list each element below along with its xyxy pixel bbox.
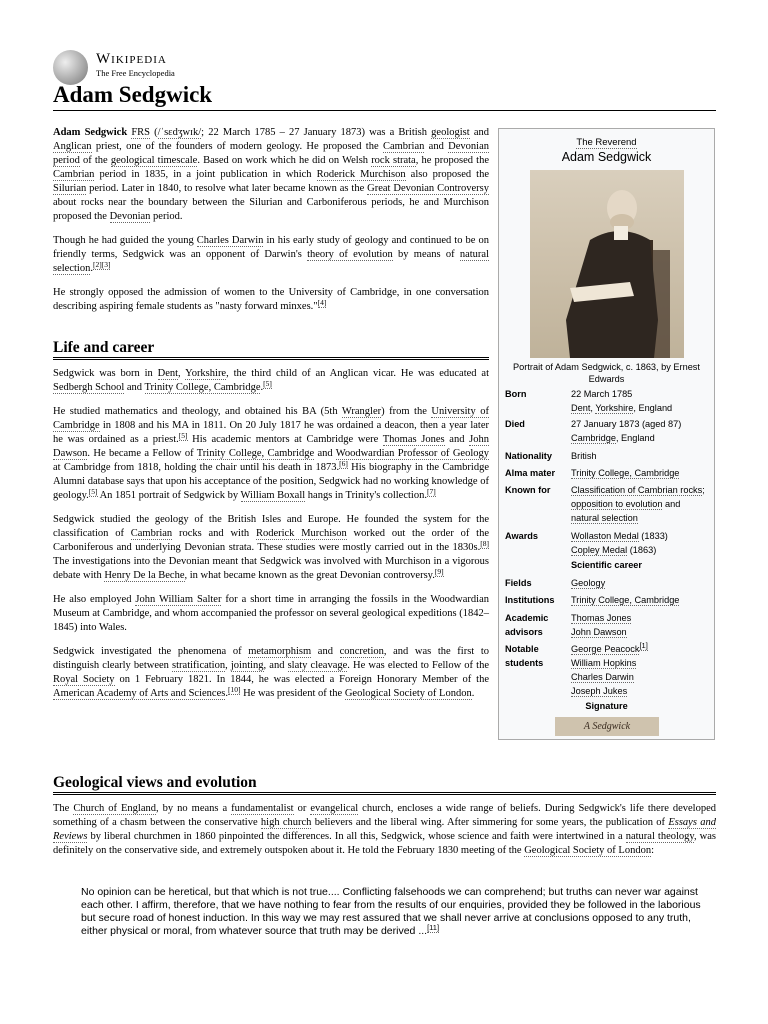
link-evangelical[interactable]: evangelical [310,803,359,814]
link-john-dawson[interactable]: John Dawson [571,627,627,637]
infobox-label: Academic advisors [505,613,549,637]
link-george-peacock[interactable]: George Peacock [571,644,640,654]
infobox [498,128,715,740]
link-geological-timescale[interactable]: geological timescale [110,155,198,166]
link-trinity-college[interactable]: Trinity College, Cambridge [196,448,315,459]
link-metamorphism[interactable]: metamorphism [248,646,312,657]
link-cambridge[interactable]: Cambridge [571,433,616,443]
text: in 1808 and his MA in 1811. On 20 July 1817 he was ordained a deacon, then a year later he was ordained as a priest. [53,420,489,445]
link-geologist[interactable]: geologist [431,127,470,138]
text: ; [702,485,705,495]
text: Sedgwick was born in [53,368,158,379]
text: (1833) [638,531,668,541]
wikipedia-wordmark[interactable]: Wikipedia [96,51,167,67]
link-dent[interactable]: Dent [157,368,179,379]
text: of the [79,155,111,166]
link-roderick-murchison[interactable]: Roderick Murchison [255,528,347,539]
infobox-value [571,611,708,639]
link-cambrian[interactable]: Cambrian [382,141,425,152]
link-opposition-to-evolution[interactable]: opposition to evolution [571,499,663,509]
text: , [225,660,231,671]
text: for a short time in arranging the fossils in the Woodwardian Museum at Cambridge, and whom accompanied the professor on several geological expeditions (1842–1845) into Wales. [53,594,490,633]
text: and [314,448,336,459]
link-essays-and-reviews[interactable]: Essays and Reviews [53,817,716,842]
link-natural-selection[interactable]: natural selection [53,249,489,274]
text: rocks and with [172,528,256,539]
text: hangs in Trinity's collection. [305,490,427,501]
text: worked out the order of the Carboniferous and underlying Devonian strata. These studies were mostly carried out in the 1830s. [53,528,489,553]
text: , he proposed the [415,155,489,166]
link-trinity-college[interactable]: Trinity College, Cambridge [571,468,680,478]
link-silurian[interactable]: Silurian [53,183,87,194]
infobox-label: Fields [505,578,532,588]
link-henry-de-la-beche[interactable]: Henry De la Beche [104,570,185,581]
link-charles-darwin[interactable]: Charles Darwin [571,672,634,682]
text: . [225,688,228,699]
citation-ref[interactable]: [2][3] [92,259,111,269]
link-frs[interactable]: FRS [131,127,151,138]
text: 27 January 1873 (aged 87) [571,419,682,429]
link-anglican[interactable]: Anglican [53,141,92,152]
link-charles-darwin[interactable]: Charles Darwin [196,235,264,246]
link-royal-society[interactable]: Royal Society [53,674,115,685]
citation-ref[interactable]: [7] [426,486,436,496]
link-natural-theology[interactable]: natural theology [625,831,694,842]
citation-ref[interactable]: [5] [88,486,98,496]
signature-scribble: A Sedgwick [583,721,631,732]
link-church-of-england[interactable]: Church of England [73,803,157,814]
infobox-label: Born [505,389,527,399]
text: He strongly opposed the admission of women to the University of Cambridge, in one conversation describing aspiring female students as "nasty forward minxes." [53,287,489,312]
link-high-church[interactable]: high church [260,817,312,828]
subject-name: Adam Sedgwick [53,127,128,138]
link-devonian-period[interactable]: Devonian period [53,141,489,166]
text: He also employed [53,594,136,605]
text: . [260,382,264,393]
text: on 1 February 1821. In 1844, he was elected a Foreign Honorary Member of the [114,674,490,685]
text: about rocks near the boundary between the Silurian and Carboniferous periods, he and Murchison proposed the [53,197,489,222]
blockquote [81,886,711,938]
text: and [444,434,470,445]
text: and [662,499,681,509]
citation-ref[interactable]: [1] [639,640,648,650]
link-devonian[interactable]: Devonian [109,211,151,222]
link-wollaston-medal[interactable]: Wollaston Medal [571,531,639,541]
intro-paragraph-2 [53,234,489,276]
link-woodwardian-professor[interactable]: Woodwardian Professor of Geology [335,448,489,459]
text: , in what became known as the great Devonian controversy. [184,570,435,581]
infobox-label: Died [505,419,525,429]
portrait-image[interactable] [530,170,684,358]
text: and [311,646,340,657]
intro-section [53,126,489,324]
infobox-header-signature: Signature [585,701,628,711]
text: church, encloses a wide range of beliefs. During Sedgwick's life there developed something of a chasm between the conservative [53,803,717,828]
link-copley-medal[interactable]: Copley Medal [571,545,628,555]
link-classification-of-cambrian-rocks[interactable]: Classification of Cambrian rocks [571,485,703,495]
text: , was definitely on the conservative side, and extremely outspoken about it. He told the February 1830 meeting of the [53,831,717,856]
text: period in 1835, in a joint publication in which [94,169,317,180]
infobox-value [571,642,708,698]
text: He was president of the [240,688,345,699]
text: , the third child of an Anglican vicar. He was educated at [226,368,489,379]
wikipedia-globe-icon[interactable] [53,50,88,85]
citation-ref[interactable]: [6] [339,458,348,468]
text: Sedgwick investigated the phenomena of [53,646,249,657]
link-stratification[interactable]: stratification [172,660,226,671]
text: , England [615,433,655,443]
link-wrangler[interactable]: Wrangler [341,406,382,417]
link-dent[interactable]: Dent [571,403,591,413]
link-thomas-jones[interactable]: Thomas Jones [571,613,632,623]
life-and-career-section [53,341,489,711]
link-ipa[interactable]: /ˈsɛdʒwɪk/ [157,127,202,138]
citation-ref[interactable]: [5] [263,378,272,388]
text: in his early study of geology and continued to be on friendly terms, Sedgwick was an opponent of Darwin's [53,235,489,260]
life-paragraph-1 [53,367,489,395]
text: . He was elected to Fellow of the [347,660,490,671]
page-title: Adam Sedgwick [53,82,213,107]
wikipedia-tagline: The Free Encyclopedia [96,68,175,78]
link-theory-of-evolution[interactable]: theory of evolution [307,249,393,260]
text: period. Later in 1840, to resolve what later became known as the [86,183,368,194]
link-american-academy[interactable]: American Academy of Arts and Sciences [53,688,226,699]
link-cambrian[interactable]: Cambrian [53,169,95,180]
text: also proposed the [405,169,489,180]
link-cambrian[interactable]: Cambrian [130,528,173,539]
link-john-william-salter[interactable]: John William Salter [135,594,222,605]
infobox-label: Alma mater [505,468,556,478]
link-yorkshire[interactable]: Yorkshire [185,368,227,379]
section-heading-life: Life and career [53,339,155,356]
link-fundamentalist[interactable]: fundamentalist [231,803,294,814]
text: and [124,382,145,393]
link-geological-society[interactable]: Geological Society of London [524,845,652,856]
text: , and [263,660,288,671]
text: . Based on work which he did on Welsh [197,155,372,166]
citation-ref[interactable]: [9] [434,566,444,576]
text: Though he had guided the young [53,235,197,246]
link-john-dawson[interactable]: John Dawson [53,434,489,459]
link-roderick-murchison[interactable]: Roderick Murchison [316,169,406,180]
life-paragraph-3 [53,513,489,583]
text: , and was the first to distinguish clearly between [53,646,489,671]
infobox-label: Institutions [505,595,555,605]
text: He studied mathematics and theology, and obtained his BA (5th [53,406,342,417]
infobox-value [571,529,708,557]
text: His biography in the Cambridge Alumni database says that upon his acceptance of the position, Sedgwick had no working knowledge of geology. [53,462,490,501]
geological-views-section [53,776,716,858]
text: priest, one of the founders of modern geology. He proposed the [91,141,383,152]
infobox-value [571,417,708,445]
link-geology[interactable]: Geology [571,578,606,588]
text: . He became a Fellow of [87,448,197,459]
link-trinity-college[interactable]: Trinity College, Cambridge [571,595,680,605]
text: and [469,127,489,138]
link-the-reverend[interactable]: The Reverend [576,137,637,148]
intro-paragraph-1: Adam Sedgwick FRS (/ˈsɛdʒwɪk/; 22 March 1785 – 27 January 1873) was a British geologist and Anglican priest, one of the founders of modern geology. He proposed the Cambrian and Devonian period of the geological timescale. Based on work which he did on Welsh rock strata, he proposed the Cambrian period in 1835, in a joint publication in which Roderick Murchison also proposed the Silurian period. Later in 1840, to resolve what later became known as the Great Devonian Controversy about rocks near the boundary between the Silurian and Carboniferous periods, he and Murchison proposed the Devonian period. [53,127,489,222]
infobox-label: Nationality [505,451,552,461]
text: , England [633,403,673,413]
signature-image[interactable] [555,717,659,736]
quote-text: No opinion can be heretical, but that which is not true.... Conflicting falsehoods we can comprehend; but truths can never war against each other. I affirm, therefore, that we have nothing to fear from the results of our enquiries, provided they be followed in the laborious but secure road of honest induction. In this way we may rest assured that we shall never arrive at conclusions opposed to any truth, either physical or moral, from whatever source that truth may be derived ... [81,886,701,937]
link-trinity-college[interactable]: Trinity College, Cambridge [144,382,261,393]
citation-ref[interactable]: [8] [480,538,489,548]
text: at Cambridge from 1818, holding the chair until his death in 1873. [53,462,340,473]
text: . [471,688,475,699]
text: or [293,803,311,814]
text: Sedgwick studied the geology of the British Isles and Europe. He founded the system for the classification of [53,514,489,539]
text: , by no means a [156,803,232,814]
portrait-caption: Portrait of Adam Sedgwick, c. 1863, by Ernest Edwards [513,362,700,384]
text: An 1851 portrait of Sedgwick by [97,490,241,501]
citation-ref[interactable]: [11] [427,922,440,932]
section-heading-geology: Geological views and evolution [53,774,257,791]
infobox-title: Adam Sedgwick [561,150,652,164]
infobox-label: Notable students [505,644,544,668]
text: period. [150,211,183,222]
link-concretion[interactable]: concretion [339,646,384,657]
text: The [53,803,74,814]
citation-ref[interactable]: [4] [317,297,327,307]
infobox-value [571,483,708,525]
text: believers and the liberal wing. After simmering for some years, the publication of [311,817,669,828]
text: 22 March 1785 [571,389,633,399]
citation-ref[interactable]: [10] [227,684,241,694]
link-university-of-cambridge[interactable]: University of Cambridge [53,406,489,431]
infobox-value: 22 March 1785 Dent, Yorkshire, England [571,389,673,413]
link-great-devonian-controversy[interactable]: Great Devonian Controversy [367,183,489,194]
link-natural-selection[interactable]: natural selection [571,513,638,523]
text: by means of [392,249,460,260]
geology-paragraph-1 [53,802,716,858]
link-slaty-cleavage[interactable]: slaty cleavage [287,660,348,671]
text: His academic mentors at Cambridge were [187,434,383,445]
link-rock-strata[interactable]: rock strata [371,155,416,166]
life-paragraph-2 [53,405,489,503]
infobox-label: Known for [505,485,551,495]
text: , [178,368,186,379]
infobox-label: Awards [505,531,539,541]
link-geological-society[interactable]: Geological Society of London [344,688,472,699]
infobox-value: British [571,451,597,461]
link-william-boxall[interactable]: William Boxall [240,490,306,501]
link-joseph-jukes[interactable]: Joseph Jukes [571,686,628,696]
life-paragraph-4 [53,593,489,635]
life-paragraph-5 [53,645,489,701]
text: : [651,845,654,856]
link-sedbergh-school[interactable]: Sedbergh School [53,382,125,393]
portrait-drawing [530,170,684,358]
title-divider [53,110,716,111]
link-thomas-jones[interactable]: Thomas Jones [382,434,445,445]
text: ) from the [381,406,432,417]
intro-paragraph-3 [53,286,489,314]
link-jointing[interactable]: jointing [230,660,264,671]
text: . [90,263,93,274]
infobox-header-scientific-career: Scientific career [571,560,642,570]
text: (1863) [627,545,657,555]
text: and [424,141,449,152]
citation-ref[interactable]: [5] [178,430,188,440]
link-william-hopkins[interactable]: William Hopkins [571,658,637,668]
text: by liberal churchmen in 1860 pinpointed the differences. In all this, Sedgwick, whose science and faith were intertwined in a [87,831,626,842]
link-yorkshire[interactable]: Yorkshire [595,403,634,413]
text: ; 22 March 1785 – 27 January 1873) was a British [201,127,432,138]
text: The investigations into the Devonian meant that Sedgwick was involved with Murchison in a vigorous debate with [53,556,489,581]
